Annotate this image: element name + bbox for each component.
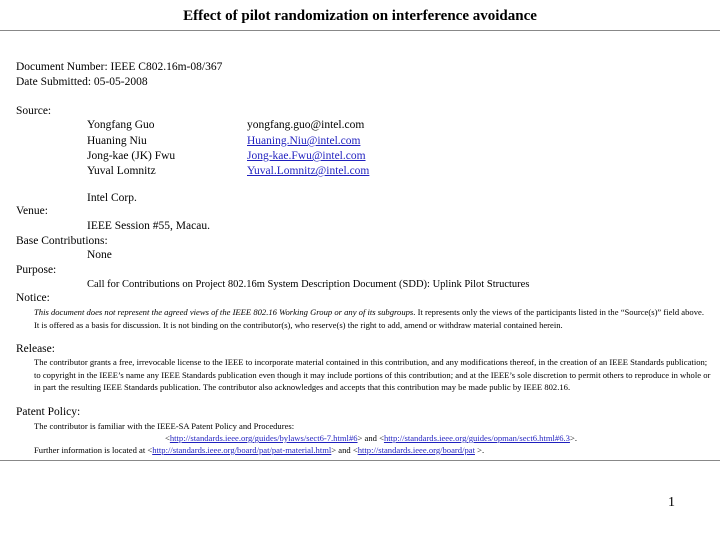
- source-label: Source:: [16, 105, 52, 117]
- venue-value: IEEE Session #55, Macau.: [87, 220, 210, 232]
- link-separator: > and <: [357, 433, 384, 443]
- author-name: Yuval Lomnitz: [87, 165, 156, 177]
- pat-board-link[interactable]: http://standards.ieee.org/board/pat: [357, 445, 475, 455]
- page-number: 1: [668, 495, 675, 510]
- release-text: The contributor grants a free, irrevocable license to the IEEE to incorporate material contained in this contribution, and any modifications thereof, in the creation of an IEEE Standards publication; to copyright in the IEEE’s name any IEEE Standards publication even though it may include portions of this contribution; and at the IEEE’s sole discretion to permit others to reproduce in whole or in part the resulting IEEE Standards publication. The contributor also acknowledges and accepts that this contribution may be made public by IEEE 802.16.: [34, 357, 711, 392]
- date-submitted: Date Submitted: 05-05-2008: [16, 76, 148, 88]
- link-bracket: <: [165, 433, 170, 443]
- release-label: Release:: [16, 343, 55, 355]
- patent-policy-links-line: [165, 433, 577, 443]
- page-title: Effect of pilot randomization on interference avoidance: [183, 8, 537, 24]
- purpose-value: Call for Contributions on Project 802.16m System Description Document (SDD): Uplink Pilot Structures: [87, 279, 530, 290]
- bottom-divider: [0, 460, 720, 461]
- notice-rest-text: . It represents only the views of the participants listed in the “Source(s)” field above. It is offered as a basis for discussion. It is not binding on the contributor(s), who reserve(s) the right to add, amend or withdraw material contained herein.: [34, 307, 704, 330]
- notice-label: Notice:: [16, 292, 50, 304]
- bylaws-link[interactable]: http://standards.ieee.org/guides/bylaws/sect6-7.html#6: [169, 433, 358, 443]
- author-email: yongfang.guo@intel.com: [247, 119, 365, 131]
- opman-link[interactable]: http://standards.ieee.org/guides/opman/sect6.html#6.3: [383, 433, 570, 443]
- link-separator: > and <: [331, 445, 358, 455]
- patent-policy-label: Patent Policy:: [16, 406, 81, 418]
- email-link[interactable]: Huaning.Niu@intel.com: [247, 135, 361, 147]
- patent-policy-intro: The contributor is familiar with the IEEE-SA Patent Policy and Procedures:: [34, 421, 295, 431]
- venue-label: Venue:: [16, 205, 48, 217]
- author-name: Huaning Niu: [87, 135, 147, 147]
- pat-material-link[interactable]: http://standards.ieee.org/board/pat/pat-material.html: [152, 445, 332, 455]
- purpose-label: Purpose:: [16, 264, 57, 276]
- notice-italic-text: This document does not represent the agreed views of the IEEE 802.16 Working Group or any of its subgroups: [34, 307, 414, 317]
- base-contributions-value: None: [87, 249, 112, 261]
- further-info-line: [34, 445, 484, 455]
- doc-number: Document Number: IEEE C802.16m-08/367: [16, 61, 223, 73]
- link-bracket: >.: [569, 433, 577, 443]
- base-contributions-label: Base Contributions:: [16, 235, 108, 247]
- further-info-text: Further information is located at <: [34, 445, 153, 455]
- top-divider: [0, 30, 720, 31]
- company-name: Intel Corp.: [87, 192, 137, 204]
- email-link[interactable]: Yuval.Lomnitz@intel.com: [247, 165, 370, 177]
- author-name: Jong-kae (JK) Fwu: [87, 150, 176, 162]
- notice-text: [34, 306, 706, 331]
- email-link[interactable]: Jong-kae.Fwu@intel.com: [247, 150, 366, 162]
- author-name: Yongfang Guo: [87, 119, 155, 131]
- link-bracket: >.: [474, 445, 485, 455]
